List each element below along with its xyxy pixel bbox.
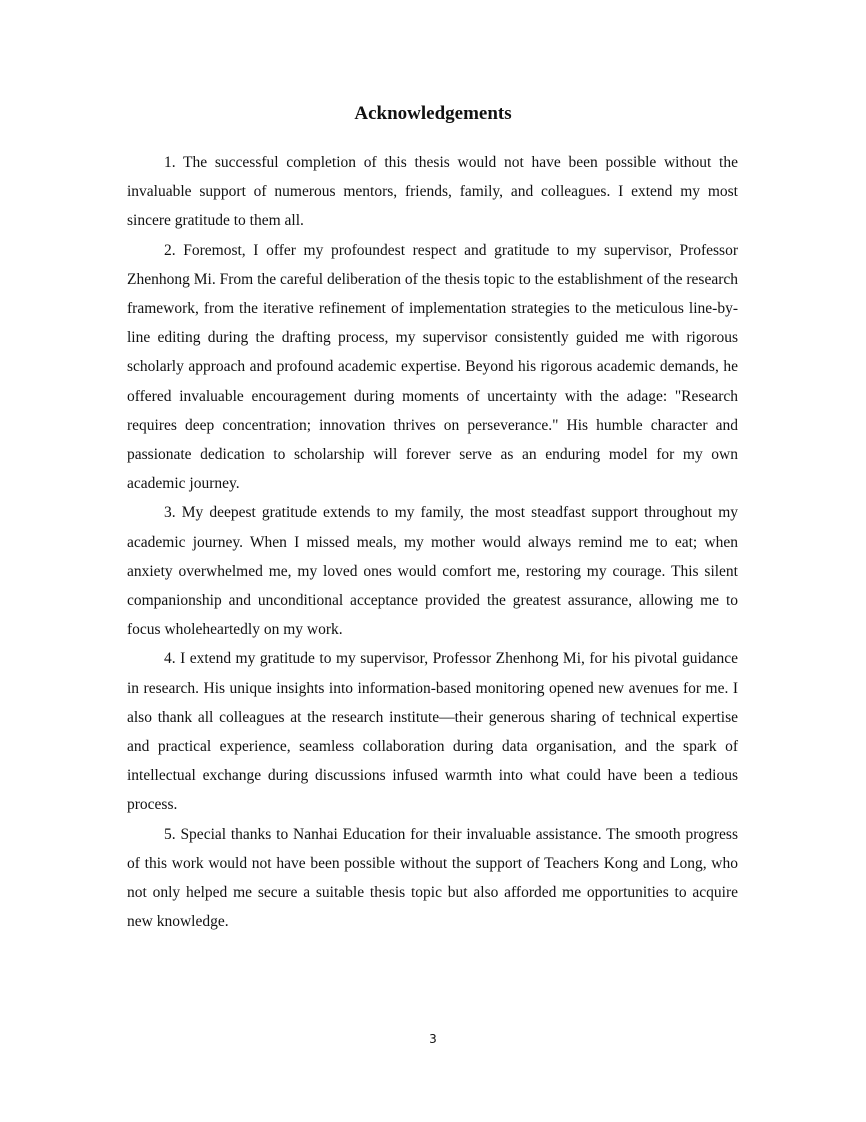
paragraph-2: 2. Foremost, I offer my profoundest respect and gratitude to my supervisor, Professor Zhenhong Mi. From the careful deliberation of the thesis topic to the establishment of the research framework, from the iterative refinement of implementation strategies to the meticulous line-by-line editing during the drafting process, my supervisor consistently guided me with rigorous scholarly approach and profound academic expertise. Beyond his rigorous academic demands, he offered invaluable encouragement during moments of uncertainty with the adage: "Research requires deep concentration; innovation thrives on perseverance." His humble character and passionate dedication to scholarship will forever serve as an enduring model for my own academic journey. (127, 241, 738, 493)
paragraph-4: 4. I extend my gratitude to my supervisor, Professor Zhenhong Mi, for his pivotal guidance in research. His unique insights into information-based monitoring opened new avenues for me. I also thank all colleagues at the research institute—their generous sharing of technical expertise and practical experience, seamless collaboration during data organisation, and the spark of intellectual exchange during discussions infused warmth into what could have been a tedious process. (127, 650, 738, 814)
paragraph-5: 5. Special thanks to Nanhai Education for their invaluable assistance. The smooth progress of this work would not have been possible without the support of Teachers Kong and Long, who not only helped me secure a suitable thesis topic but also afforded me opportunities to acquire new knowledge. (127, 825, 738, 931)
paragraph-3: 3. My deepest gratitude extends to my family, the most steadfast support throughout my academic journey. When I missed meals, my mother would always remind me to eat; when anxiety overwhelmed me, my loved ones would comfort me, restoring my courage. This silent companionship and unconditional acceptance provided the greatest assurance, allowing me to focus wholeheartedly on my work. (127, 504, 738, 639)
acknowledgements-body (127, 148, 738, 936)
paragraph-1: 1. The successful completion of this thesis would not have been possible without the invaluable support of numerous mentors, friends, family, and colleagues. I extend my most sincere gratitude to them all. (127, 154, 738, 230)
page-title: Acknowledgements (354, 103, 512, 124)
page-number: 3 (429, 1032, 437, 1046)
